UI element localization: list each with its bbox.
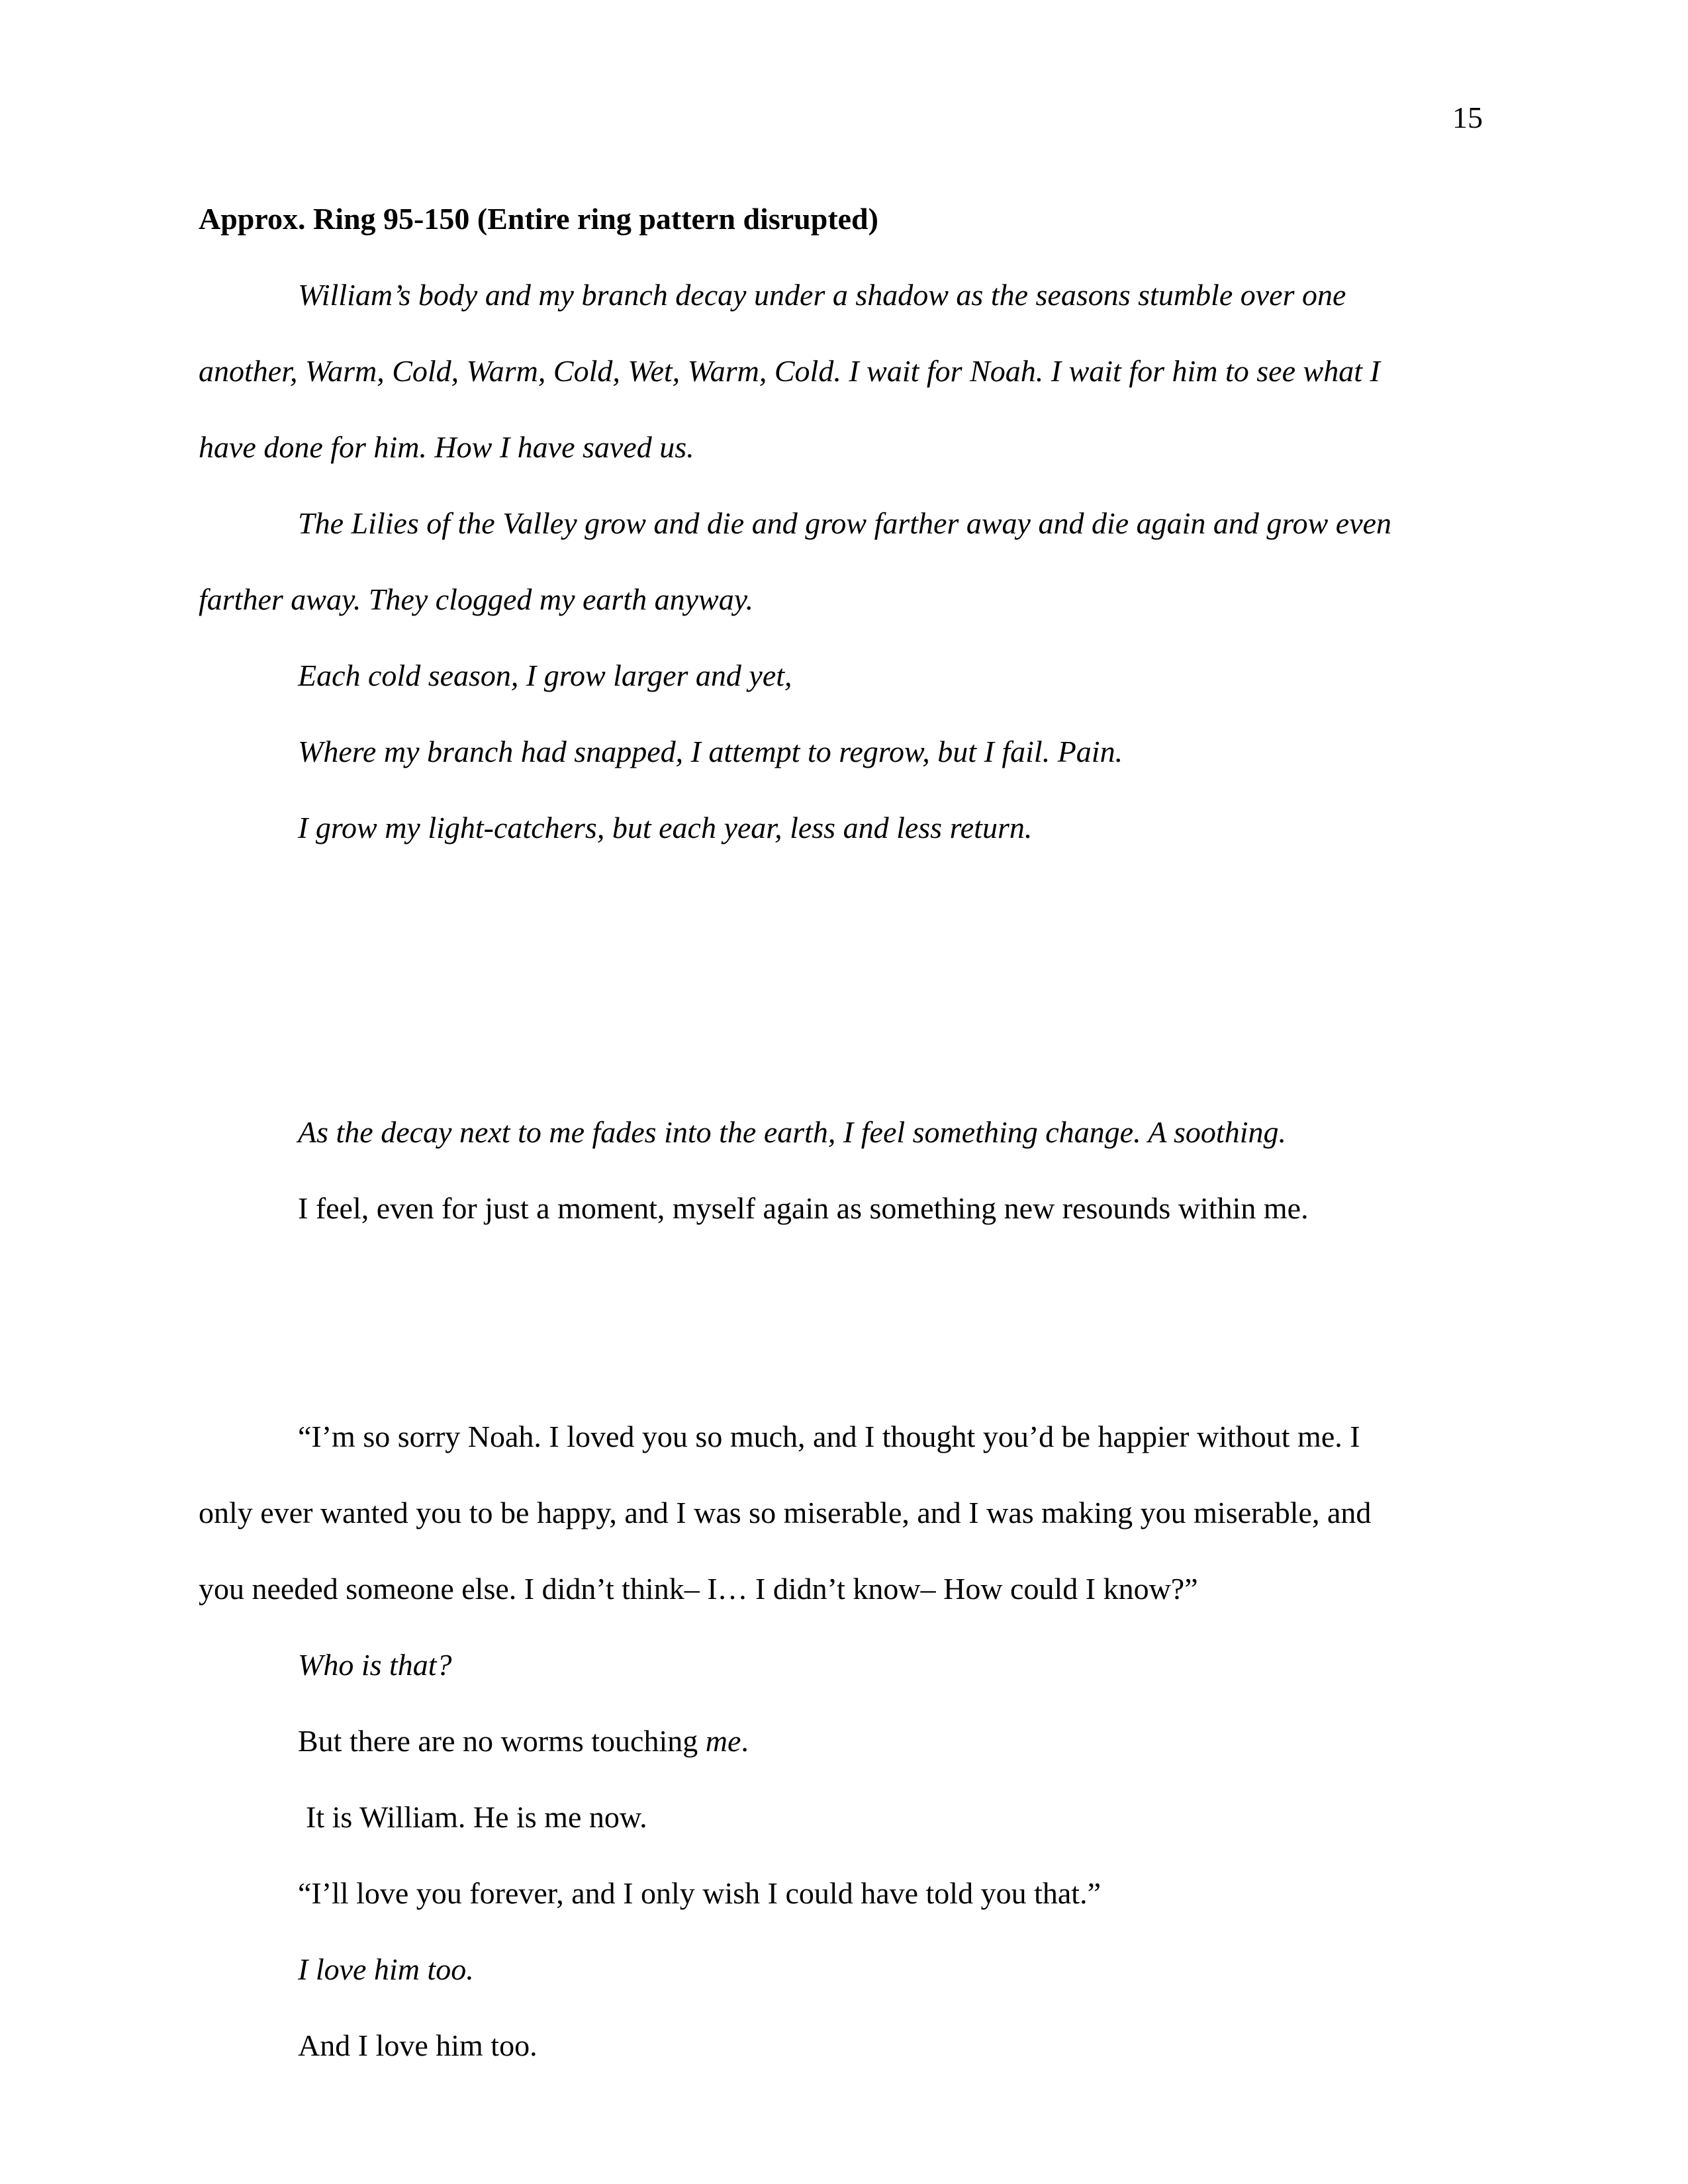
text-line: William’s body and my branch decay under a shadow as the seasons stumble over one xyxy=(298,278,1346,312)
text-line: another, Warm, Cold, Warm, Cold, Wet, Warm, Cold. I wait for Noah. I wait for him to see what I xyxy=(199,354,1380,388)
blank-space xyxy=(199,887,1486,1115)
paragraph-5: I grow my light-catchers, but each year, less and less return. xyxy=(298,811,1033,844)
paragraph-8 xyxy=(199,1420,1486,1648)
text-line: have done for him. How I have saved us. xyxy=(199,430,694,464)
text-line: farther away. They clogged my earth anyway. xyxy=(199,582,754,616)
paragraph-6: As the decay next to me fades into the earth, I feel something change. A soothing. xyxy=(298,1115,1286,1149)
page-number: 15 xyxy=(1452,101,1483,134)
text-line: only ever wanted you to be happy, and I was so miserable, and I was making you miserable, and xyxy=(199,1496,1372,1529)
text-run: . xyxy=(741,1724,749,1758)
paragraph-3: Each cold season, I grow larger and yet, xyxy=(298,659,792,692)
paragraph-2 xyxy=(199,506,1486,659)
section-heading: Approx. Ring 95-150 (Entire ring pattern disrupted) xyxy=(199,202,878,236)
paragraph-11: It is William. He is me now. xyxy=(306,1800,647,1834)
text-line: you needed someone else. I didn’t think– I… I didn’t know– How could I know?” xyxy=(199,1572,1198,1606)
text-line: “I’m so sorry Noah. I loved you so much, and I thought you’d be happier without me. I xyxy=(298,1420,1360,1453)
paragraph-14: And I love him too. xyxy=(298,2028,538,2062)
document-body xyxy=(199,202,1486,2105)
text-line: The Lilies of the Valley grow and die and grow farther away and die again and grow even xyxy=(298,506,1392,540)
emphasized-word: me xyxy=(705,1724,741,1758)
paragraph-4: Where my branch had snapped, I attempt to regrow, but I fail. Pain. xyxy=(298,735,1123,768)
paragraph-12: “I’ll love you forever, and I only wish I could have told you that.” xyxy=(298,1876,1101,1910)
text-run: But there are no worms touching xyxy=(298,1724,706,1758)
paragraph-9: Who is that? xyxy=(298,1648,452,1682)
paragraph-13: I love him too. xyxy=(298,1952,474,1986)
paragraph-1 xyxy=(199,278,1486,506)
paragraph-10 xyxy=(199,1724,1486,1800)
paragraph-7: I feel, even for just a moment, myself again as something new resounds within me. xyxy=(298,1191,1309,1225)
blank-space xyxy=(199,1267,1486,1420)
